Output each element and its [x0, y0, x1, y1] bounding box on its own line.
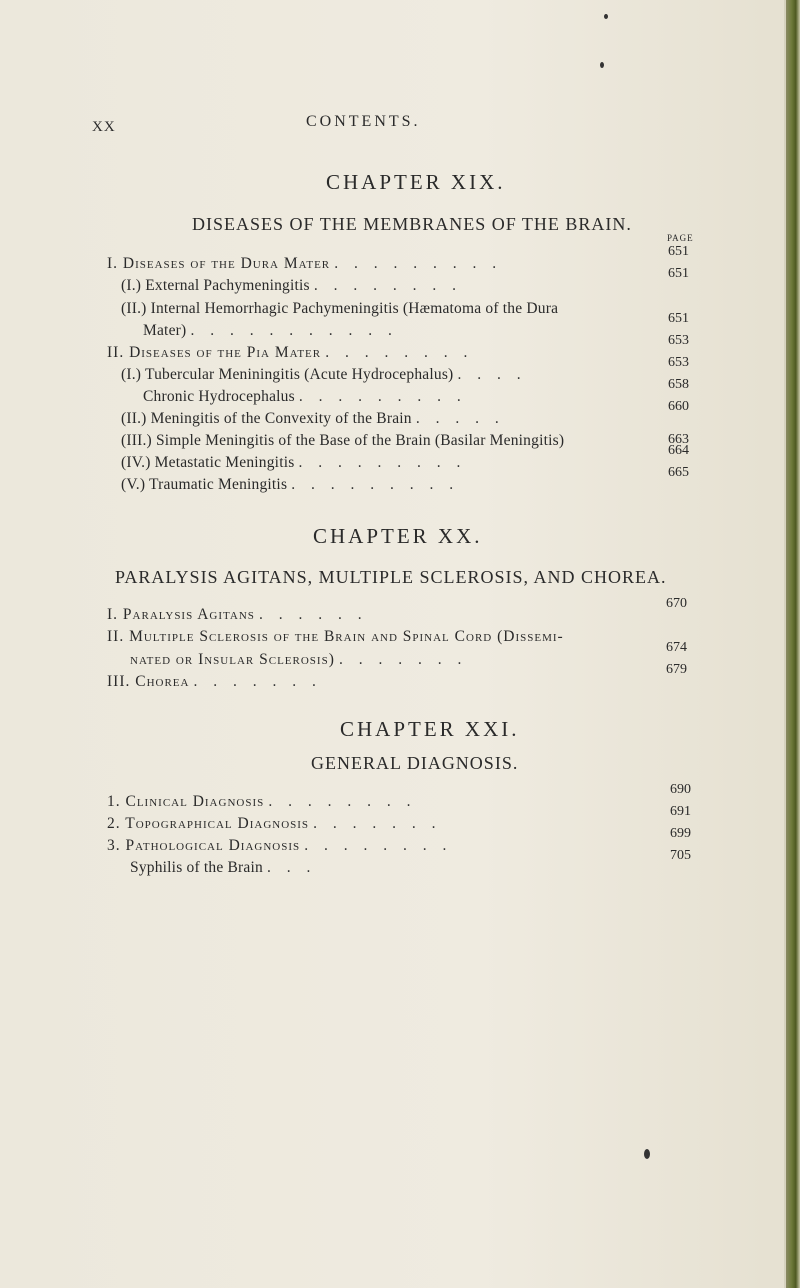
- toc-entry-title: (I.) External Pachymeningitis: [121, 277, 310, 294]
- toc-entry: II. Diseases of the Pia Mater . . . . . . . .: [107, 344, 474, 361]
- toc-entry-title: I. Diseases of the Dura Mater: [107, 255, 331, 272]
- running-head-page-numeral: XX: [92, 119, 116, 135]
- toc-entry-title: (I.) Tubercular Meniningitis (Acute Hydrocephalus): [121, 366, 454, 383]
- toc-entry: (V.) Traumatic Meningitis . . . . . . . . .: [121, 476, 460, 493]
- toc-entry: (I.) External Pachymeningitis . . . . . . . .: [121, 277, 462, 294]
- toc-entry-title: (IV.) Metastatic Meningitis: [121, 454, 295, 471]
- chapter-heading: CHAPTER XX.: [313, 524, 483, 548]
- toc-entry-page: 670: [666, 596, 687, 611]
- toc-entry-page: 658: [668, 377, 689, 392]
- toc-entry: (II.) Meningitis of the Convexity of the Brain . . . . .: [121, 410, 505, 427]
- chapter-subtitle: GENERAL DIAGNOSIS.: [311, 753, 519, 773]
- book-spine: [786, 0, 800, 1288]
- toc-entry-page: 664: [668, 443, 689, 458]
- toc-entry: I. Diseases of the Dura Mater . . . . . . . . .: [107, 255, 503, 272]
- toc-entry-page: 690: [670, 782, 691, 797]
- toc-entry-page: 665: [668, 465, 689, 480]
- toc-entry: 2. Topographical Diagnosis . . . . . . .: [107, 815, 442, 832]
- toc-entry-page: 674: [666, 640, 687, 655]
- toc-entry-title: (V.) Traumatic Meningitis: [121, 476, 288, 493]
- toc-entry-title: II. Multiple Sclerosis of the Brain and Spinal Cord (Dissemi-: [107, 628, 564, 645]
- ink-speck: [604, 14, 608, 19]
- ink-speck: [600, 62, 604, 68]
- running-head-title: CONTENTS.: [306, 113, 421, 130]
- toc-entry-title: II. Diseases of the Pia Mater: [107, 344, 322, 361]
- toc-entry: Syphilis of the Brain . . .: [130, 859, 317, 876]
- page-column-label: PAGE: [667, 233, 694, 243]
- toc-entry-title: 1. Clinical Diagnosis: [107, 793, 265, 810]
- toc-entry-page: 691: [670, 804, 691, 819]
- toc-entry-title: (II.) Internal Hemorrhagic Pachymeningitis (Hæmatoma of the Dura: [121, 300, 559, 317]
- toc-entry: 3. Pathological Diagnosis . . . . . . . .: [107, 837, 453, 854]
- toc-entry-title: (III.) Simple Meningitis of the Base of the Brain (Basilar Meningitis): [121, 432, 565, 449]
- chapter-subtitle: DISEASES OF THE MEMBRANES OF THE BRAIN.: [192, 214, 632, 234]
- toc-entry-title: Syphilis of the Brain: [130, 859, 263, 876]
- toc-entry-page: 705: [670, 848, 691, 863]
- toc-entry: nated or Insular Sclerosis) . . . . . . .: [130, 651, 468, 668]
- toc-entry-page: 653: [668, 333, 689, 348]
- toc-entry: [121, 300, 558, 318]
- toc-entry: [107, 628, 564, 646]
- toc-entry-title: Mater): [143, 322, 187, 339]
- toc-entry: (IV.) Metastatic Meningitis . . . . . . . . .: [121, 454, 467, 471]
- toc-entry-title: I. Paralysis Agitans: [107, 606, 255, 623]
- toc-entry-title: III. Chorea: [107, 673, 190, 690]
- toc-entry: 1. Clinical Diagnosis . . . . . . . .: [107, 793, 417, 810]
- toc-entry-page: 663: [668, 432, 689, 447]
- toc-entry: I. Paralysis Agitans . . . . . .: [107, 606, 368, 623]
- toc-entry-page: 651: [668, 311, 689, 326]
- toc-entry: Chronic Hydrocephalus . . . . . . . . .: [143, 388, 467, 405]
- toc-entry-page: 653: [668, 355, 689, 370]
- toc-entry-page: 660: [668, 399, 689, 414]
- toc-entry: III. Chorea . . . . . . .: [107, 673, 322, 690]
- toc-entry-title: nated or Insular Sclerosis): [130, 651, 335, 668]
- toc-entry-title: 2. Topographical Diagnosis: [107, 815, 310, 832]
- chapter-subtitle: PARALYSIS AGITANS, MULTIPLE SCLEROSIS, AND CHOREA.: [115, 567, 667, 587]
- toc-entry: Mater) . . . . . . . . . . .: [143, 322, 398, 339]
- chapter-heading: CHAPTER XIX.: [326, 170, 506, 194]
- toc-entry-title: 3. Pathological Diagnosis: [107, 837, 301, 854]
- toc-entry-title: Chronic Hydrocephalus: [143, 388, 295, 405]
- toc-entry-page: 651: [668, 266, 689, 281]
- toc-entry: [121, 432, 564, 450]
- toc-entry-page: 651: [668, 244, 689, 259]
- toc-entry: (I.) Tubercular Meniningitis (Acute Hydrocephalus) . . . .: [121, 366, 527, 383]
- toc-entry-page: 679: [666, 662, 687, 677]
- ink-speck: [644, 1149, 650, 1159]
- toc-entry-title: (II.) Meningitis of the Convexity of the Brain: [121, 410, 412, 427]
- chapter-heading: CHAPTER XXI.: [340, 717, 520, 741]
- toc-entry-page: 699: [670, 826, 691, 841]
